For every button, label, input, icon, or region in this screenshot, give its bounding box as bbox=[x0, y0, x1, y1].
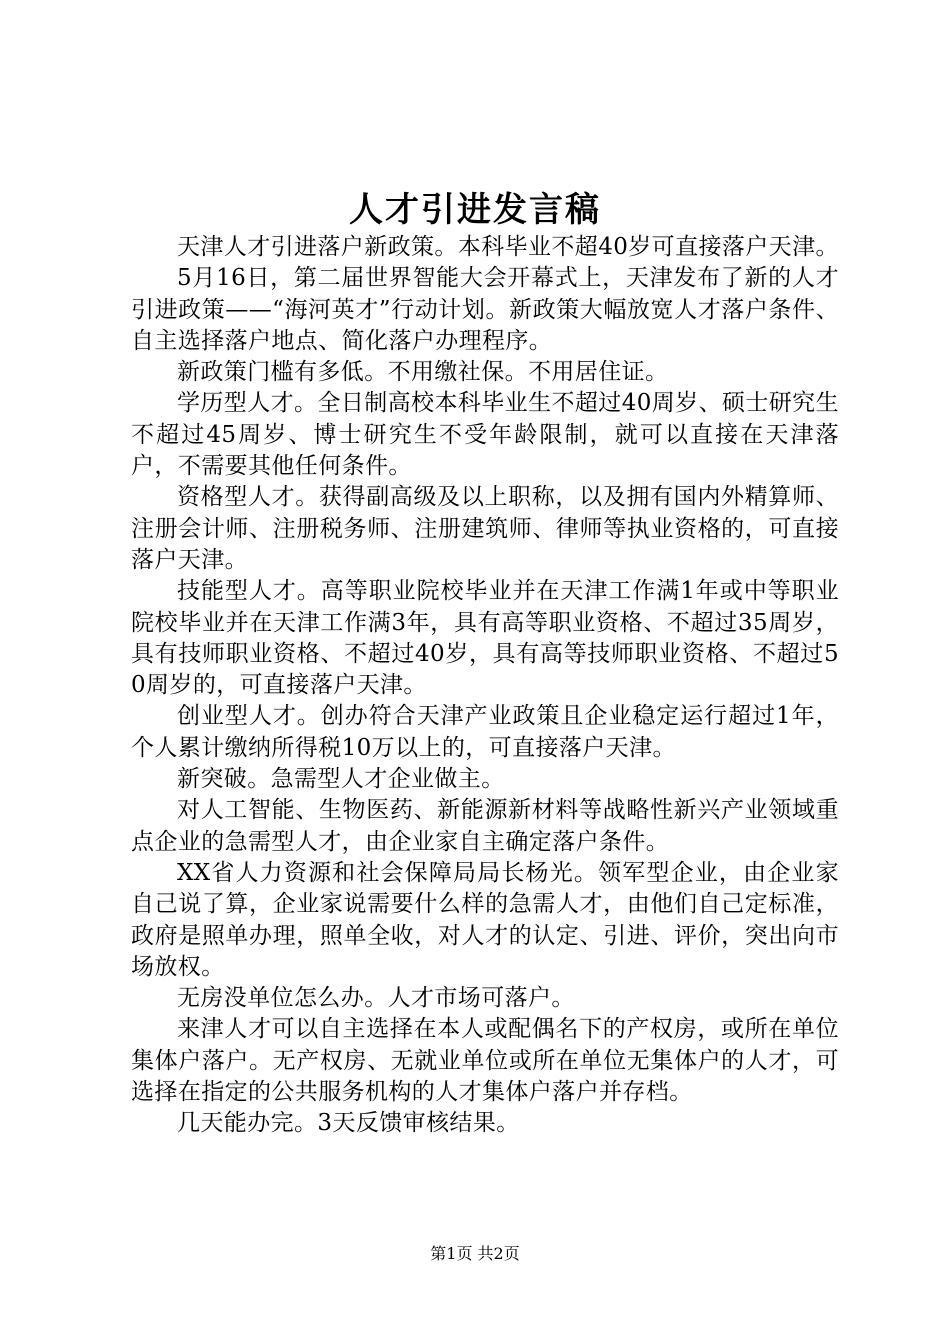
paragraph: XX省人力资源和社会保障局局长杨光。领军型企业，由企业家自己说了算，企业家说需要什么样的急需人才，由他们自己定标准，政府是照单办理，照单全收，对人才的认定、引进、评价，突出向市场放权。 bbox=[131, 859, 839, 980]
paragraph: 5月16日，第二届世界智能大会开幕式上，天津发布了新的人才引进政策——“海河英才”行动计划。新政策大幅放宽人才落户条件、自主选择落户地点、简化落户办理程序。 bbox=[131, 265, 839, 354]
paragraph: 无房没单位怎么办。人才市场可落户。 bbox=[177, 985, 575, 1012]
paragraph: 资格型人才。获得副高级及以上职称，以及拥有国内外精算师、注册会计师、注册税务师、注册建筑师、律师等执业资格的，可直接落户天津。 bbox=[131, 484, 839, 573]
paragraph: 对人工智能、生物医药、新能源新材料等战略性新兴产业领域重点企业的急需型人才，由企业家自主确定落户条件。 bbox=[131, 797, 839, 855]
paragraph: 来津人才可以自主选择在本人或配偶名下的产权房，或所在单位集体户落户。无产权房、无就业单位或所在单位无集体户的人才，可选择在指定的公共服务机构的人才集体户落户并存档。 bbox=[131, 1016, 839, 1106]
document-body bbox=[131, 232, 839, 1140]
paragraph: 天津人才引进落户新政策。本科毕业不超40岁可直接落户天津。 bbox=[177, 234, 839, 260]
document-title: 人才引进发言稿 bbox=[349, 190, 601, 230]
paragraph: 学历型人才。全日制高校本科毕业生不超过40周岁、硕士研究生不超过45周岁、博士研究生不受年龄限制，就可以直接在天津落户，不需要其他任何条件。 bbox=[131, 390, 839, 480]
paragraph: 几天能办完。3天反馈审核结果。 bbox=[177, 1110, 520, 1137]
paragraph: 技能型人才。高等职业院校毕业并在天津工作满1年或中等职业院校毕业并在天津工作满3年，具有高等职业资格、不超过35周岁，具有技师职业资格、不超过40岁，具有高等技师职业资格、不超过50周岁的，可直接落户天津。 bbox=[131, 578, 839, 699]
paragraph: 新政策门槛有多低。不用缴社保。不用居住证。 bbox=[177, 359, 669, 386]
paragraph: 新突破。急需型人才企业做主。 bbox=[177, 766, 505, 793]
page-footer: 第1页 共2页 bbox=[430, 1244, 520, 1263]
paragraph: 创业型人才。创办符合天津产业政策且企业稳定运行超过1年，个人累计缴纳所得税10万以上的，可直接落户天津。 bbox=[131, 703, 839, 761]
